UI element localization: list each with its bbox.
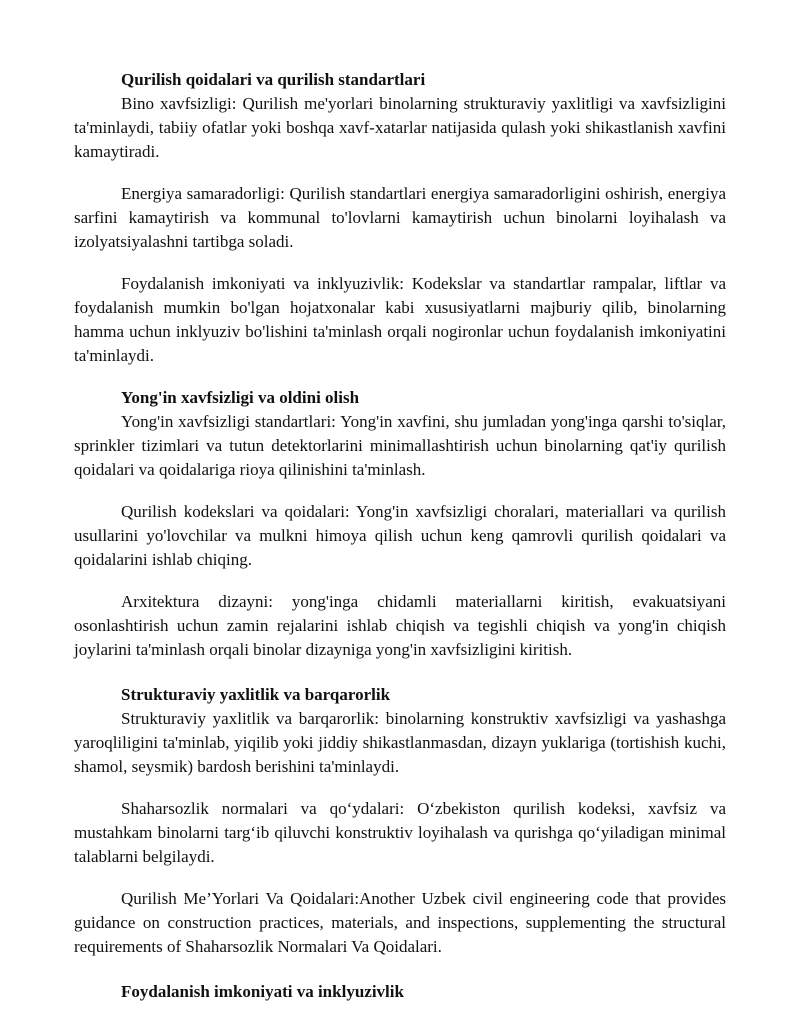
- section-heading-accessibility: Foydalanish imkoniyati va inklyuzivlik: [121, 982, 404, 1001]
- paragraph-energy-efficiency: Energiya samaradorligi: Qurilish standartlari energiya samaradorligini oshirish, energiya sarfini kamaytirish va kommunal to'lovlarni kamaytirish uchun binolarni loyihalash va izolyatsiyalashni tartibga soladi.: [74, 184, 726, 251]
- paragraph-structural-integrity: Strukturaviy yaxlitlik va barqarorlik: binolarning konstruktiv xavfsizligi va yashashga yaroqliligini ta'minlab, yiqilib yoki jiddiy shikastlanmasdan, dizayn yuklariga (tortishish kuchi, shamol, seysmik) bardosh berishini ta'minlaydi.: [74, 709, 726, 776]
- paragraph-construction-norms: Qurilish Me’Yorlari Va Qoidalari:Another Uzbek civil engineering code that provides guidance on construction practices, materials, and inspections, supplementing the structural requirements of Shaharsozlik Normalari Va Qoidalari.: [74, 889, 726, 956]
- section-heading-fire-safety: Yong'in xavfsizligi va oldini olish: [121, 388, 360, 407]
- section-heading-building-codes: Qurilish qoidalari va qurilish standartlari: [121, 70, 426, 89]
- paragraph-urban-planning-norms: Shaharsozlik normalari va qo‘ydalari: O‘zbekiston qurilish kodeksi, xavfsiz va mustahkam binolarni targ‘ib qiluvchi konstruktiv loyihalash va qurishga qo‘yiladigan minimal talablarni belgilaydi.: [74, 799, 726, 866]
- section-heading-structural-integrity: Strukturaviy yaxlitlik va barqarorlik: [121, 685, 391, 704]
- paragraph-fire-safety-standards: Yong'in xavfsizligi standartlari: Yong'in xavfini, shu jumladan yong'inga qarshi to'siqlar, sprinkler tizimlari va tutun detektorlarini minimallashtirish uchun binolarning qat'iy qurilish qoidalari va qoidalariga rioya qilinishini ta'minlash.: [74, 412, 726, 479]
- paragraph-architectural-design: Arxitektura dizayni: yong'inga chidamli materiallarni kiritish, evakuatsiyani osonlashtirish uchun zamin rejalarini ishlab chiqish va tegishli chiqish va yong'in chiqish joylarini ta'minlash orqali binolar dizayniga yong'in xavfsizligini kiritish.: [74, 592, 726, 659]
- paragraph-accessibility: Foydalanish imkoniyati va inklyuzivlik: Kodekslar va standartlar rampalar, liftlar va foydalanish mumkin bo'lgan hojatxonalar kabi xususiyatlarni majburiy qilib, binolarning hamma uchun inklyuziv bo'lishini ta'minlash orqali nogironlar uchun foydalanish imkoniyatini ta'minlaydi.: [74, 274, 726, 365]
- paragraph-building-codes-rules: Qurilish kodekslari va qoidalari: Yong'in xavfsizligi choralari, materiallari va qurilish usullarini yo'lovchilar va mulkni himoya qilish uchun keng qamrovli qurilish qoidalari va qoidalarini ishlab chiqing.: [74, 502, 726, 569]
- paragraph-building-safety: Bino xavfsizligi: Qurilish me'yorlari binolarning strukturaviy yaxlitligi va xavfsizligini ta'minlaydi, tabiiy ofatlar yoki boshqa xavf-xatarlar natijasida qulash yoki shikastlanish xavfini kamaytiradi.: [74, 94, 726, 161]
- document-page: [74, 68, 726, 1004]
